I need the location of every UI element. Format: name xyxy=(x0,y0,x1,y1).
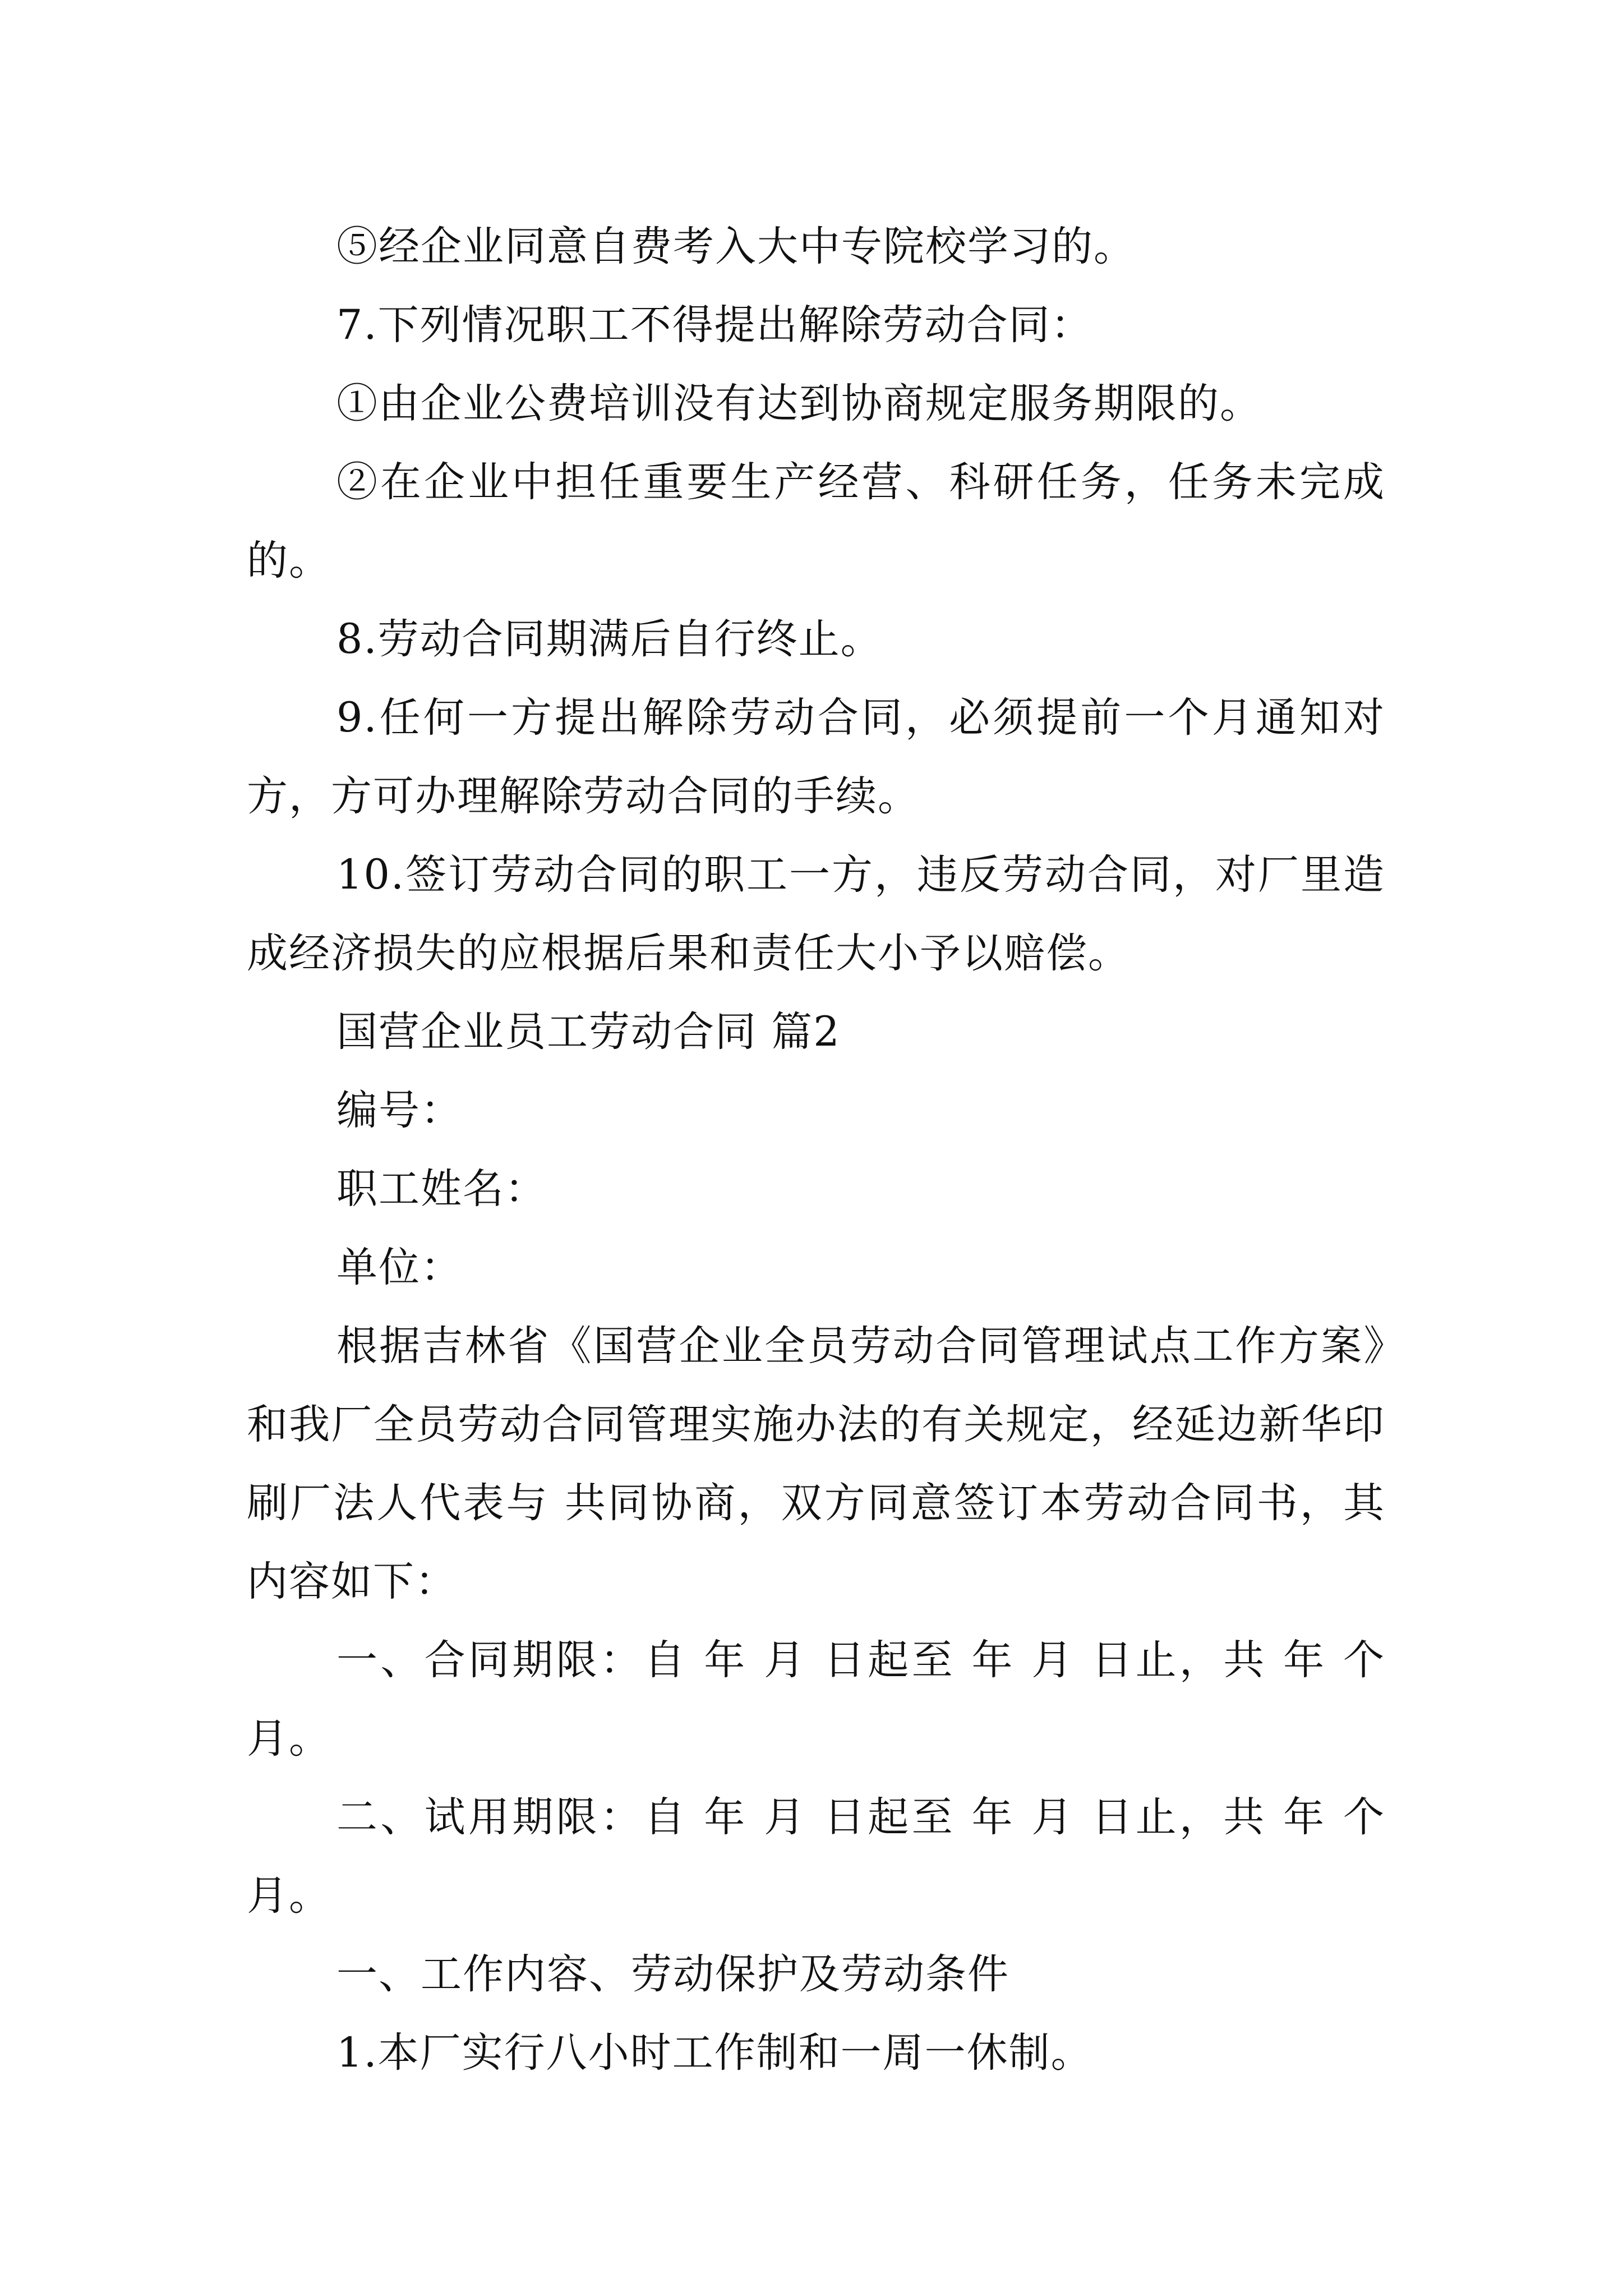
paragraph-clause-8: 8.劳动合同期满后自行终止。 xyxy=(336,615,883,663)
paragraph-clause-1-work-hours: 1.本厂实行八小时工作制和一周一休制。 xyxy=(336,2029,1093,2077)
field-unit-label: 单位： xyxy=(336,1244,463,1291)
paragraph-work-content-heading: 一、工作内容、劳动保护及劳动条件 xyxy=(336,1950,1009,1998)
field-employee-name-label: 职工姓名： xyxy=(336,1165,547,1213)
paragraph-item-2-clause: ②在企业中担任重要生产经营、科研任务，任务未完成的。 xyxy=(247,458,1385,585)
section-heading: 国营企业员工劳动合同 篇2 xyxy=(336,1008,841,1056)
paragraph-item-5-clause: ⑤经企业同意自费考入大中专院校学习的。 xyxy=(336,223,1136,270)
field-number-label: 编号： xyxy=(336,1087,463,1134)
paragraph-clause-7: 7.下列情况职工不得提出解除劳动合同： xyxy=(336,301,1093,349)
paragraph-item-1-clause: ①由企业公费培训没有达到协商规定服务期限的。 xyxy=(336,380,1262,427)
paragraph-preamble: 根据吉林省《国营企业全员劳动合同管理试点工作方案》和我厂全员劳动合同管理实施办法的有关规定，经延边新华印刷厂法人代表与 共同协商，双方同意签订本劳动合同书，其内容如下： xyxy=(247,1322,1385,1605)
paragraph-clause-9: 9.任何一方提出解除劳动合同，必须提前一个月通知对方，方可办理解除劳动合同的手续。 xyxy=(247,694,1385,820)
paragraph-probation-term: 二、试用期限：自 年 月 日起至 年 月 日止，共 年 个月。 xyxy=(247,1793,1385,1920)
paragraph-clause-10: 10.签订劳动合同的职工一方，违反劳动合同，对厂里造成经济损失的应根据后果和责任大小予以赔偿。 xyxy=(247,851,1385,977)
paragraph-contract-term: 一、合同期限：自 年 月 日起至 年 月 日止，共 年 个月。 xyxy=(247,1636,1385,1763)
document-body xyxy=(247,208,1385,2092)
